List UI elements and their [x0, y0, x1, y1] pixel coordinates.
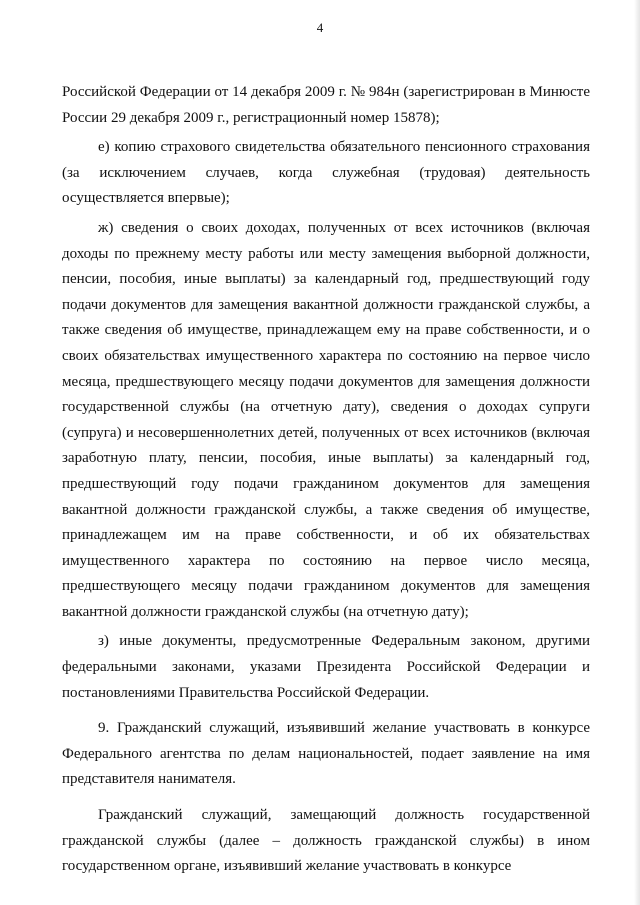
paragraph-section-9: 9. Гражданский служащий, изъявивший желание участвовать в конкурсе Федерального агентства по делам национальностей, подает заявление на имя представителя нанимателя. [62, 720, 590, 788]
page-number: 4 [316, 20, 324, 35]
paragraph-civil-servant: Гражданский служащий, замещающий должность государственной гражданской службы (далее – должность гражданской службы) в ином государственном органе, изъявивший желание участвовать в конкурсе [62, 807, 590, 875]
paragraph-continuation: Российской Федерации от 14 декабря 2009 г. № 984н (зарегистрирован в Минюсте России 29 декабря 2009 г., регистрационный номер 15878); [62, 84, 590, 126]
document-body [62, 80, 590, 884]
paragraph-item-e: е) копию страхового свидетельства обязательного пенсионного страхования (за исключением случаев, когда служебная (трудовая) деятельность осуществляется впервые); [62, 139, 590, 207]
paragraph-item-z: з) иные документы, предусмотренные Федеральным законом, другими федеральными законами, указами Президента Российской Федерации и постановлениями Правительства Российской Федерации. [62, 633, 590, 701]
paragraph-item-zh: ж) сведения о своих доходах, полученных от всех источников (включая доходы по прежнему месту работы или месту замещения выборной должности, пенсии, пособия, иные выплаты) за календарный год, предшествующий году подачи документов для замещения вакантной должности гражданской службы, а также сведения об имуществе, принадлежащем ему на праве собственности, и о своих обязательствах имущественного характера по состоянию на первое число месяца, предшествующего месяцу подачи документов для замещения должности государственной службы (на отчетную дату), сведения о доходах супруги (супруга) и несовершеннолетних детей, полученных от всех источников (включая заработную плату, пенсии, пособия, иные выплаты) за календарный год, предшествующий году подачи гражданином документов для замещения вакантной должности гражданской службы, а также сведения об имуществе, принадлежащем им на праве собственности, и об их обязательствах имущественного характера по состоянию на первое число месяца, предшествующего месяцу подачи гражданином документов для замещения вакантной должности гражданской службы (на отчетную дату); [62, 219, 590, 620]
page-edge-shadow [634, 0, 640, 905]
